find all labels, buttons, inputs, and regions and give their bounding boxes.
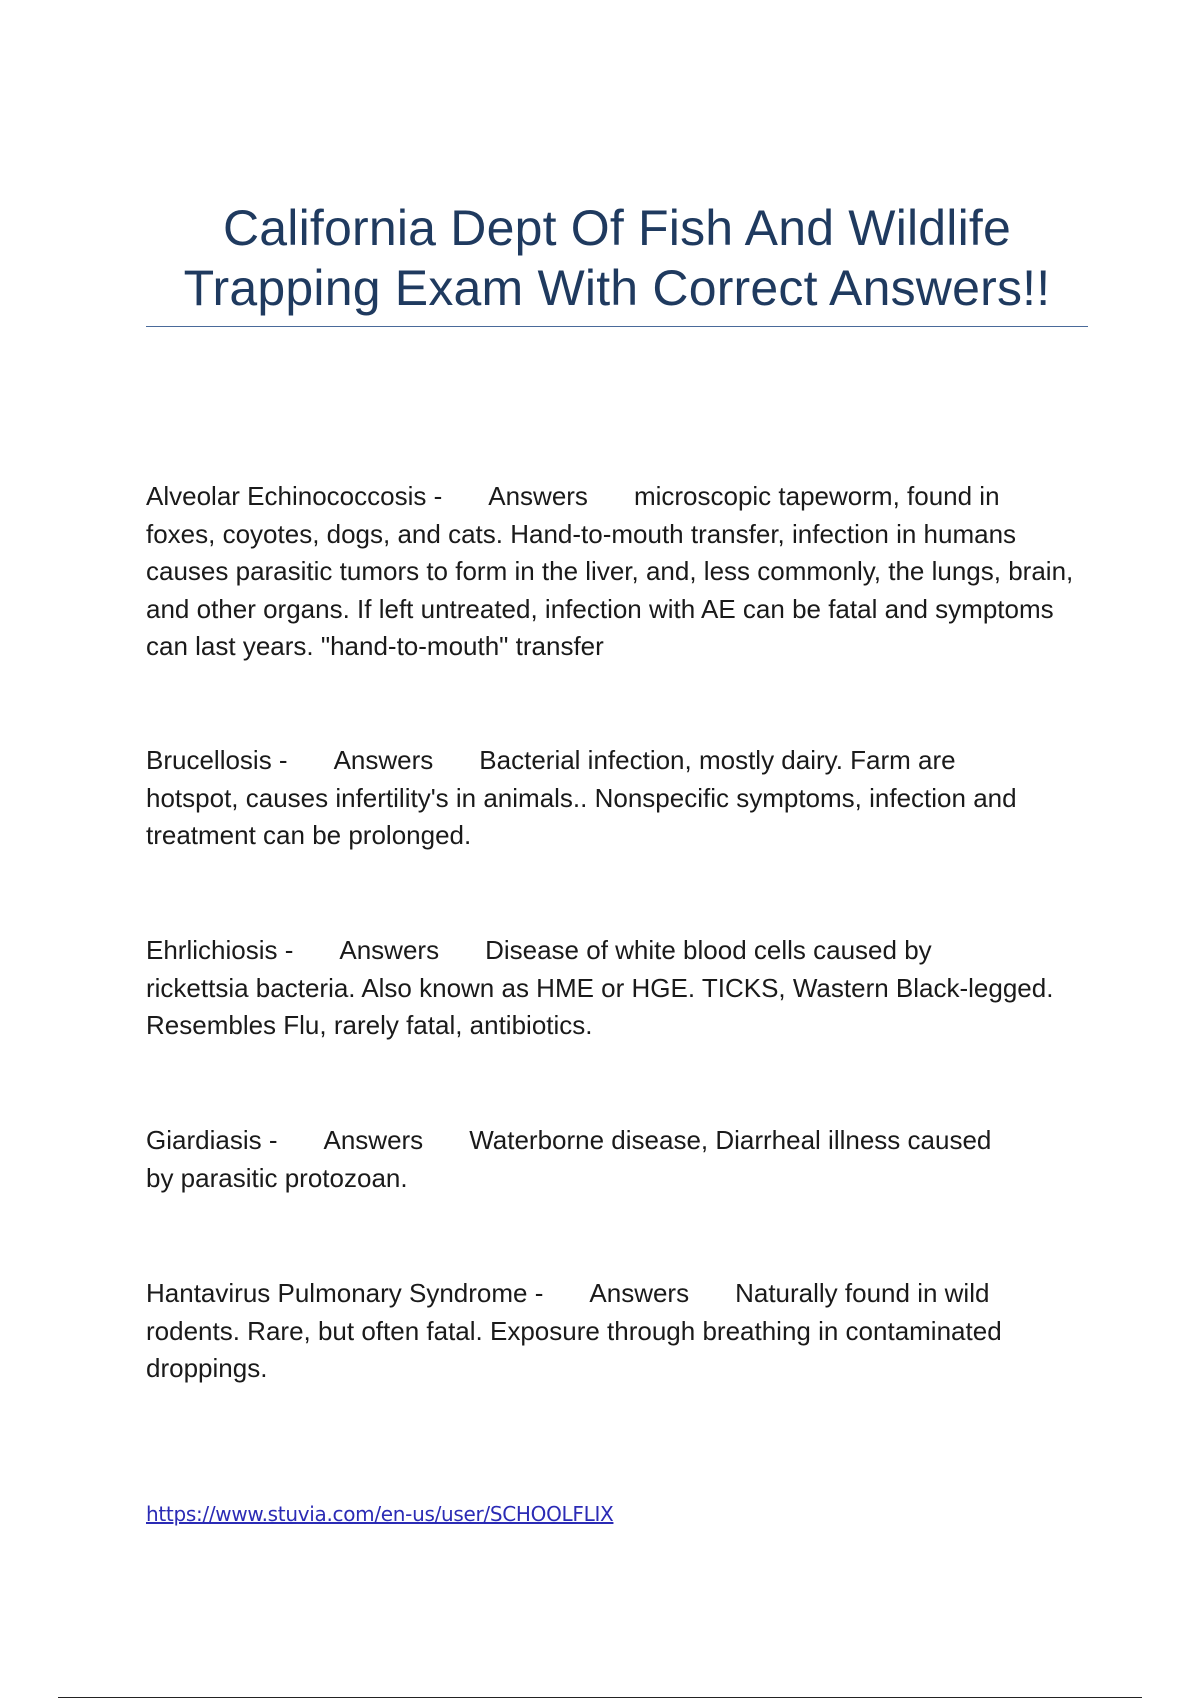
entry-answer-first: Waterborne disease, Diarrheal illness caused: [469, 1125, 992, 1155]
entry-answer-rest: rodents. Rare, but often fatal. Exposure through breathing in contaminated droppings.: [146, 1315, 1002, 1383]
qa-entry-brucellosis: [146, 742, 1091, 855]
qa-entry-hantavirus: [146, 1275, 1091, 1388]
entry-answer-first: Naturally found in wild: [735, 1278, 990, 1308]
entry-term: Brucellosis -: [146, 745, 288, 775]
entry-answers-label: Answers: [339, 935, 440, 965]
qa-entry-ehrlichiosis: [146, 932, 1091, 1045]
entry-answer-rest: rickettsia bacteria. Also known as HME or HGE. TICKS, Wastern Black-legged. Resembles Flu, rarely fatal, antibiotics.: [146, 972, 1054, 1040]
entry-answer-rest: foxes, coyotes, dogs, and cats. Hand-to-mouth transfer, infection in humans causes parasitic tumors to form in the liver, and, less commonly, the lungs, brain, and other organs. If left untreated, infection with AE can be fatal and symptoms can last years. "hand-to-mouth" transfer: [146, 518, 1074, 661]
entry-term: Giardiasis -: [146, 1125, 278, 1155]
entry-answers-label: Answers: [589, 1278, 690, 1308]
entry-answer-first: Bacterial infection, mostly dairy. Farm are: [479, 745, 956, 775]
source-link[interactable]: https://www.stuvia.com/en-us/user/SCHOOLFLIX: [146, 1502, 614, 1526]
title-line-2: Trapping Exam With Correct Answers!!: [183, 260, 1051, 316]
title-line-1: California Dept Of Fish And Wildlife: [222, 200, 1012, 256]
footer-divider: [58, 1697, 1142, 1698]
qa-entry-giardiasis: [146, 1122, 1091, 1197]
qa-entry-alveolar-echinococcosis: [146, 478, 1091, 666]
entry-answer-first: Disease of white blood cells caused by: [485, 935, 932, 965]
entry-answer-rest: by parasitic protozoan.: [146, 1162, 408, 1193]
entry-answer-first: microscopic tapeworm, found in: [633, 481, 1000, 511]
entry-answers-label: Answers: [488, 481, 588, 511]
entry-term: Hantavirus Pulmonary Syndrome -: [146, 1278, 544, 1308]
entry-answers-label: Answers: [323, 1125, 424, 1155]
entry-term: Ehrlichiosis -: [146, 935, 294, 965]
entry-answers-label: Answers: [333, 745, 434, 775]
entry-term: Alveolar Echinococcosis -: [146, 481, 443, 511]
document-title: [146, 198, 1088, 327]
entry-answer-rest: hotspot, causes infertility's in animals.. Nonspecific symptoms, infection and treatment can be prolonged.: [146, 782, 1017, 850]
